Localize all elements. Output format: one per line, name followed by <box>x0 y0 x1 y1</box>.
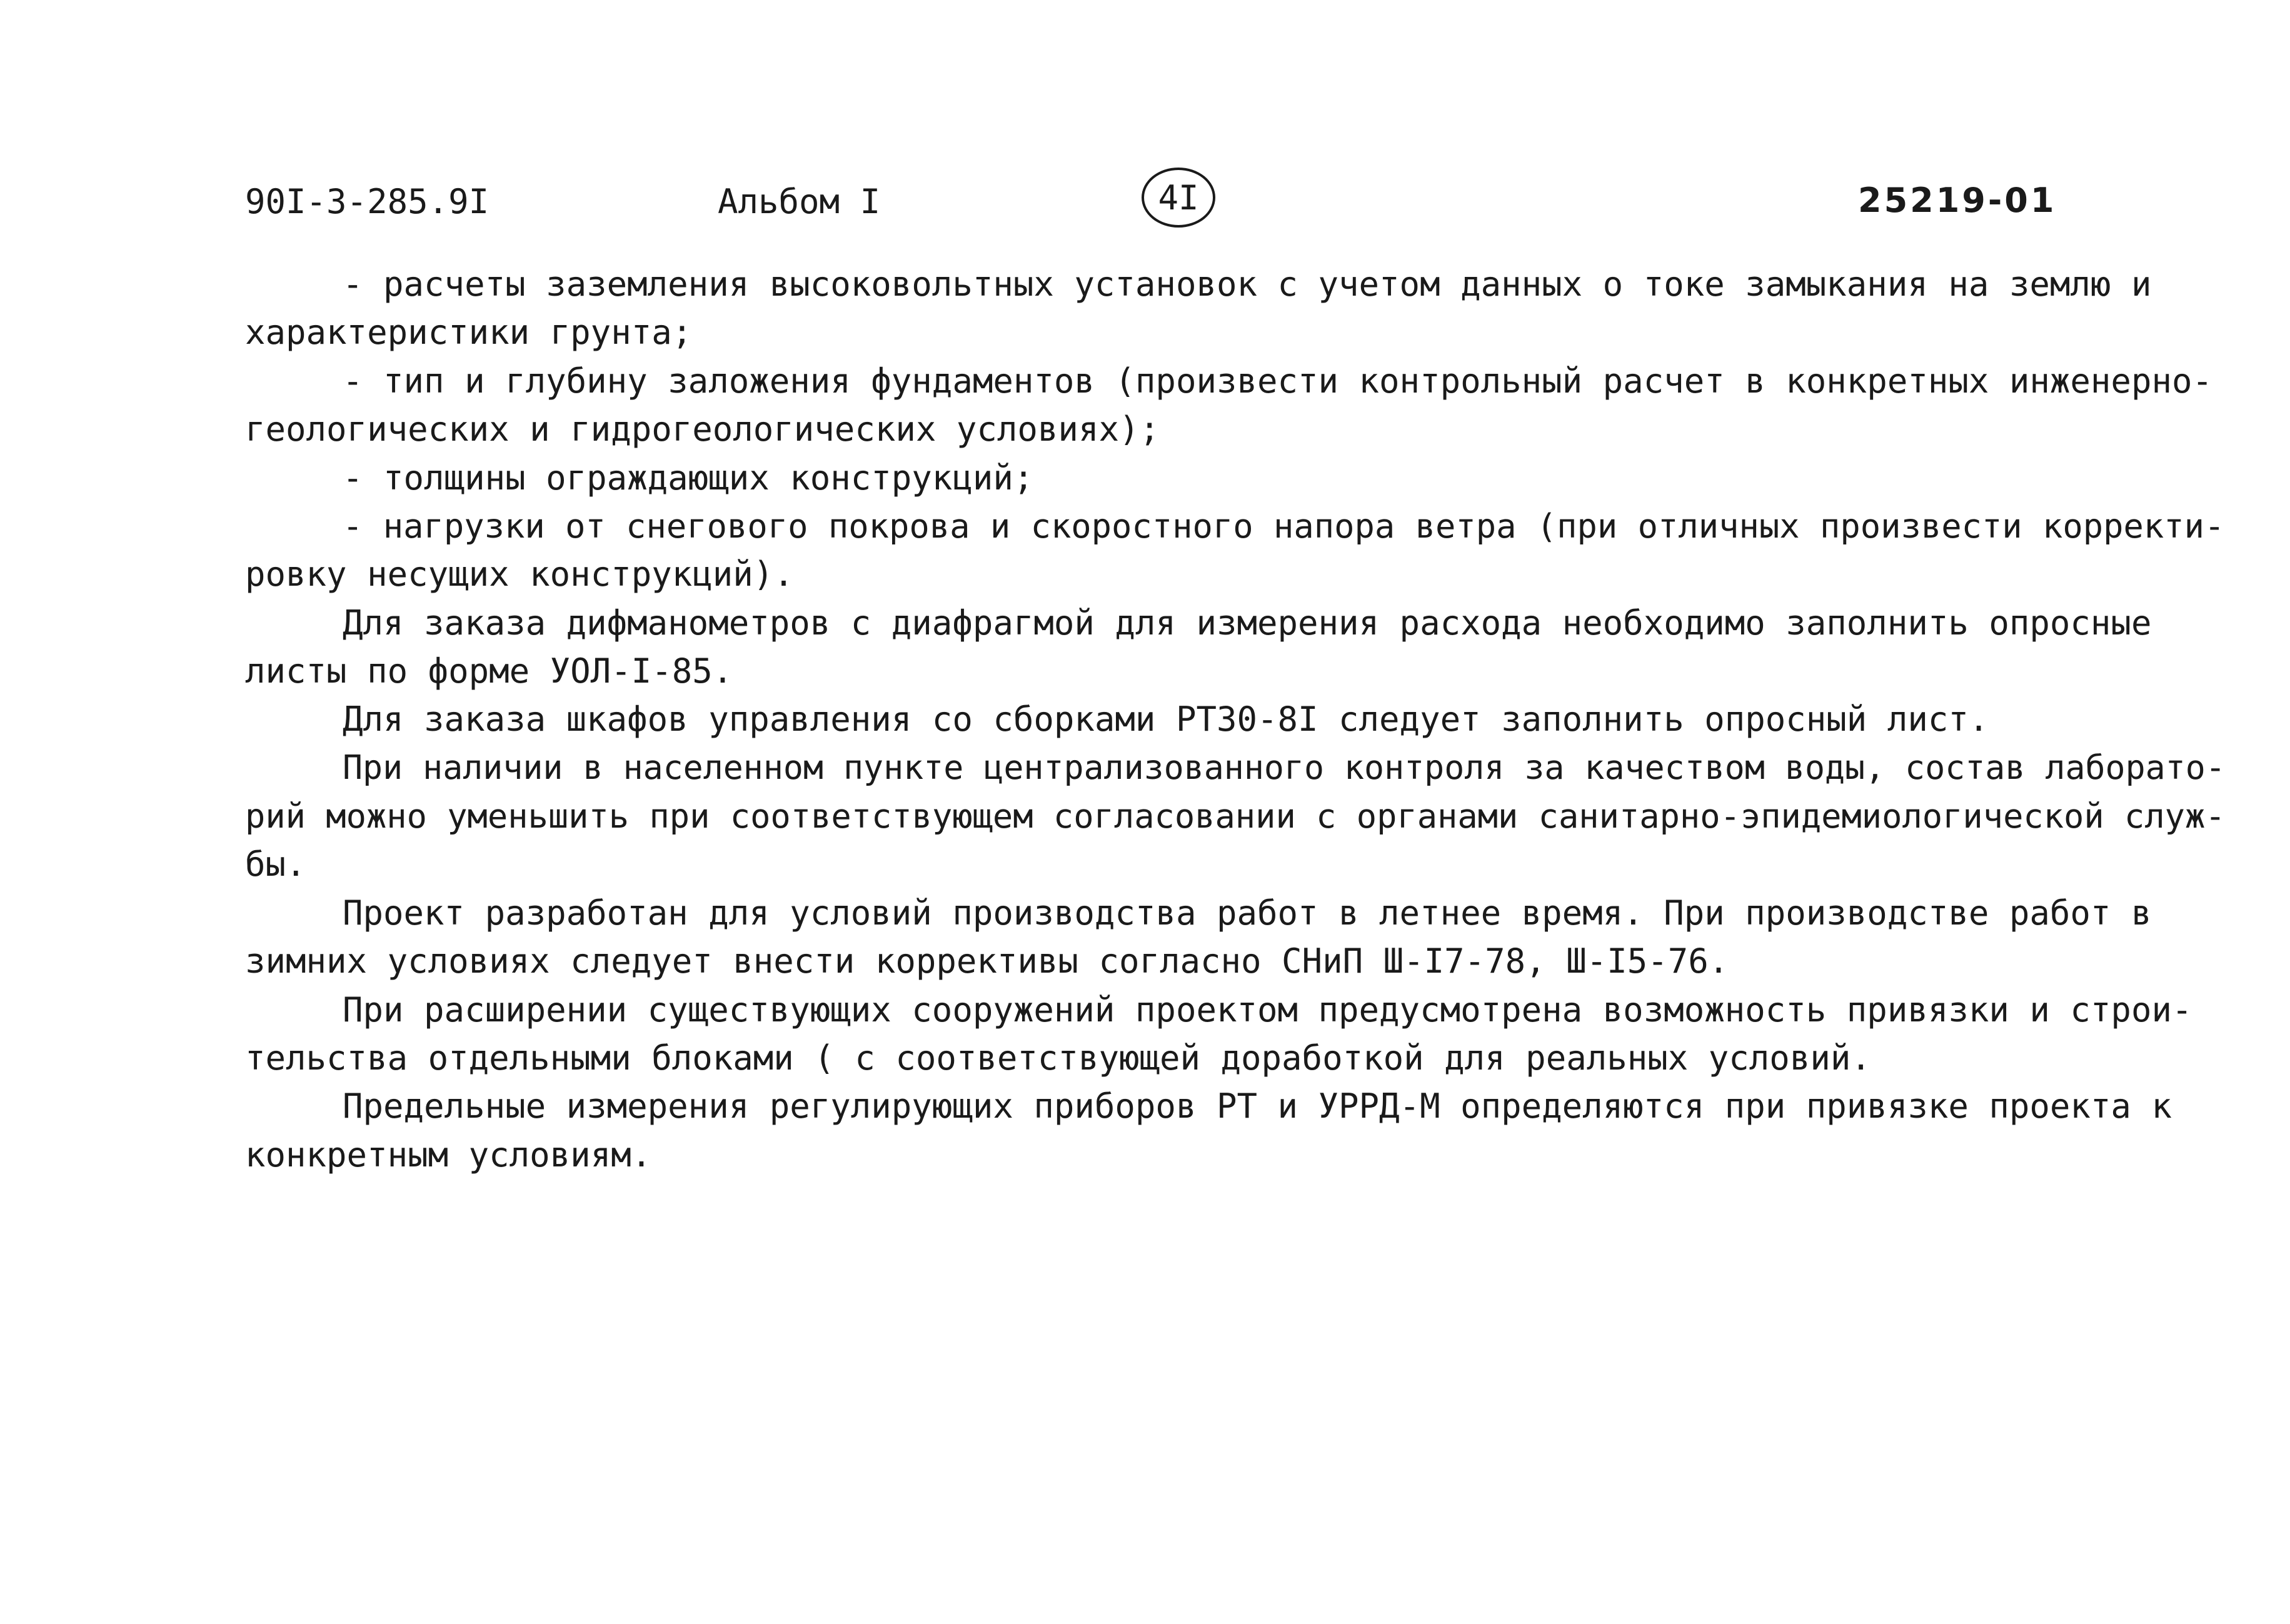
body-line: зимних условиях следует внести коррективы согласно СНиП Ш-I7-78, Ш-I5-76. <box>245 941 1729 981</box>
document-code: 90I-3-285.9I <box>245 182 490 221</box>
body-line: - тип и глубину заложения фундаментов (произвести контрольный расчет в конкретных инженерно- <box>343 361 2212 401</box>
body-line: ровку несущих конструкций). <box>245 554 794 594</box>
body-line: Проект разработан для условий производства работ в летнее время. При производстве работ в <box>343 893 2152 933</box>
body-line: конкретным условиям. <box>245 1135 652 1175</box>
body-line: Для заказа шкафов управления со сборками РТ30-8I следует заполнить опросный лист. <box>343 699 1989 739</box>
page-number-circle <box>1142 168 1215 228</box>
album-label: Альбом I <box>718 182 881 221</box>
body-line: - нагрузки от снегового покрова и скоростного напора ветра (при отличных произвести корректи- <box>343 506 2225 546</box>
body-line: характеристики грунта; <box>245 313 693 352</box>
body-line: - толщины ограждающих конструкций; <box>343 458 1034 498</box>
body-line: геологических и гидрогеологических условиях); <box>245 409 1160 449</box>
body-line: При расширении существующих сооружений проектом предусмотрена возможность привязки и строи- <box>343 990 2192 1030</box>
body-line: тельства отдельными блоками ( с соответствующей доработкой для реальных условий. <box>245 1038 1871 1078</box>
body-line: При наличии в населенном пункте централизованного контроля за качеством воды, состав лаборато- <box>343 748 2226 787</box>
body-line: рий можно уменьшить при соответствующем согласовании с органами санитарно-эпидемиологической служ- <box>245 796 2226 836</box>
page-number: 4I <box>1158 178 1199 218</box>
body-line: листы по форме УОЛ-I-85. <box>245 651 733 691</box>
archive-code: 25219-01 <box>1858 181 2057 220</box>
body-line: бы. <box>245 845 306 884</box>
body-line: Предельные измерения регулирующих приборов РТ и УРРД-М определяются при привязке проекта к <box>343 1086 2172 1126</box>
body-line: Для заказа дифманометров с диафрагмой для измерения расхода необходимо заполнить опросные <box>343 603 2152 643</box>
body-line: - расчеты заземления высоковольтных установок с учетом данных о токе замыкания на землю и <box>343 264 2152 304</box>
